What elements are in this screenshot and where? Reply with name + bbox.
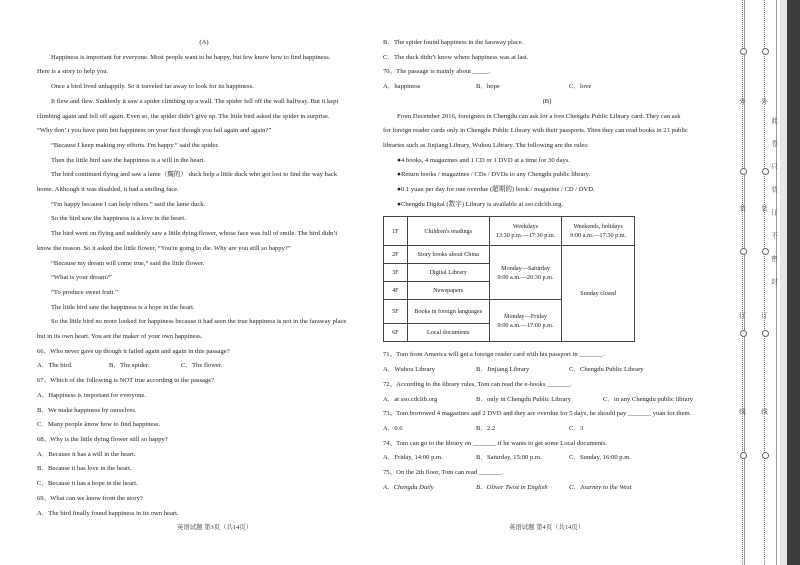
option-71-c[interactable]: C．Chengdu Public Library [569, 366, 644, 374]
mon-fri-label: Monday—Friday [504, 312, 547, 320]
option-69-c[interactable]: C．The duck didn’t know where happiness was at last. [383, 53, 529, 61]
binding-strip [732, 0, 800, 565]
passage-b-title: (B) [542, 97, 552, 105]
option-74-c[interactable]: C．Sunday, 16:00 p.m. [569, 454, 632, 462]
question-70-options [383, 80, 711, 95]
passage-line: “Why don’ t you have pain but happiness on your face though you fail again and again?” [37, 127, 272, 135]
rule-item: ●0.1 yuan per day for one overdue (超期的) book / magazine / CD / DVD. [397, 186, 595, 194]
option-69-b[interactable]: B．The spider found happiness in the faraway place. [383, 39, 524, 46]
question-66-options [37, 359, 371, 374]
question-75-options [383, 481, 711, 496]
binding-dark-band [787, 0, 800, 565]
table-cell-floor: 4F [384, 282, 408, 300]
library-schedule-table [383, 216, 635, 342]
option-71-b[interactable]: B．Jinjiang Library [476, 366, 530, 374]
binding-hole [762, 452, 769, 459]
passage-line: Happiness is important for everyone. Most people want to be happy, but few know how to find happiness. [51, 53, 331, 61]
passage-line: but in its own heart. You are the maker of your own happiness. [37, 333, 203, 341]
option-66-b[interactable]: B．The spider. [109, 362, 150, 370]
passage-line: The bird went on flying and suddenly saw a little dying flower, whose face was full of smile. The bird didn’t [51, 230, 338, 238]
rule-item: ●Return books / magazines / CDs / DVDs to any Chengdu public library. [397, 171, 591, 179]
passage-line: Once a bird lived unhappily. So it traveled far away to look for its happiness. [51, 83, 254, 91]
passage-line: “To produce sweet fruit.” [51, 288, 118, 296]
rule-item: ●Chengdu Digital (数字) Library is available at sso.cdclib.org. [397, 200, 564, 208]
binding-mark: 装 [738, 205, 745, 212]
binding-label: 不 [770, 232, 777, 239]
question-69: 69、What can we know from the story? [37, 494, 143, 502]
question-71-options [383, 363, 711, 378]
option-75-a[interactable]: A．Chengdu Daily [383, 483, 434, 491]
mon-sat-time: 9:00 a.m.—20:30 p.m. [497, 273, 554, 281]
option-73-c[interactable]: C．3 [569, 424, 584, 432]
passage-line: Then the little bird saw the happiness is a will in the heart. [51, 156, 206, 164]
binding-line [744, 0, 745, 565]
option-72-a[interactable]: A．at sso.cdclib.org [383, 395, 438, 403]
table-cell-mon-fri [489, 300, 562, 342]
mon-sat-label: Monday—Saturday [501, 264, 550, 272]
option-67-b[interactable]: B．We make happiness by ourselves. [37, 406, 137, 414]
option-75-b[interactable]: B．Oliver Twist in English [476, 483, 548, 491]
binding-mark: 订 [738, 312, 745, 319]
passage-line: for foreign reader cards only in Chengdu Public Library with their passports. Then they can read books in 21 public [383, 127, 688, 135]
weekdays-label: Weekdays [512, 223, 539, 231]
cut-line-inner [764, 0, 765, 565]
table-cell-floor: 2F [384, 246, 408, 264]
question-67: 67、Which of the following is NOT true according to the passage? [37, 377, 215, 385]
binding-hole [740, 48, 747, 55]
passage-line: From December 2016, foreigners in Chengdu can ask for a free Chengdu Public Library card. They can ask [397, 112, 681, 120]
page-footer-right: 英语试题 第4页（共14页） [509, 524, 585, 531]
option-67-a[interactable]: A．Happiness is important for everyone. [37, 391, 146, 399]
option-66-a[interactable]: A．The bird. [37, 362, 73, 370]
option-69-a[interactable]: A．The bird finally found happiness in its own heart. [37, 509, 179, 517]
table-cell-floor: 3F [384, 264, 408, 282]
binding-mark: 线 [760, 408, 767, 415]
option-75-c[interactable]: C．Journey to the West [569, 483, 632, 491]
option-66-c[interactable]: C．The flower. [181, 362, 223, 370]
table-cell-floor: 5F [384, 300, 408, 324]
table-cell-content: Children's readings [407, 217, 489, 246]
binding-label: 此 [770, 117, 777, 124]
table-cell-floor: 1F [384, 217, 408, 246]
table-cell-content: Digital Library [407, 264, 489, 282]
binding-hole [740, 168, 747, 175]
passage-line: know the reason. So it asked the little flower, “You're going to die. Why are you still so happy?” [37, 244, 291, 252]
passage-line: The bird continued flying and saw a lame（瘸的） duck help a little duck who got lost to find the way back [51, 171, 338, 179]
binding-hole [740, 330, 747, 337]
table-cell-content: Story books about China [407, 246, 489, 264]
binding-hole [762, 248, 769, 255]
question-68: 68、Why is the little dying flower still so happy? [37, 435, 168, 443]
table-cell-mon-sat [489, 246, 562, 300]
table-cell-sunday: Sunday closed [562, 246, 635, 342]
question-75: 75、On the 2th floor, Tom can read _______. [383, 469, 504, 477]
binding-label: 订 [770, 209, 777, 216]
binding-hole [762, 48, 769, 55]
passage-line: “Because my dream will come true,” said the little flower. [51, 259, 205, 267]
left-page [37, 36, 371, 521]
option-70-a[interactable]: A．happiness [383, 83, 421, 91]
option-74-a[interactable]: A．Friday, 14:00 p.m. [383, 454, 443, 462]
option-73-a[interactable]: A．0.6 [383, 424, 403, 432]
binding-shade [780, 0, 787, 565]
passage-line: The little bird saw the happiness is a hope in the heart. [51, 303, 195, 311]
table-cell-content: Local documents [407, 324, 489, 342]
binding-mark: 装 [760, 205, 767, 212]
right-page [383, 36, 711, 495]
option-70-c[interactable]: C．love [569, 83, 592, 91]
weekdays-time: 13:30 p.m.—17:30 p.m. [495, 232, 556, 240]
binding-mark: 线 [738, 408, 745, 415]
question-73-options [383, 422, 711, 437]
binding-mark: 外 [760, 98, 767, 105]
binding-hole [740, 248, 747, 255]
option-73-b[interactable]: B．2.2 [476, 424, 496, 432]
passage-line: So the bird saw the happiness is a love in the heart. [51, 215, 186, 223]
binding-hole [762, 330, 769, 337]
passage-line: home. Although it was disabled, it had a smiling face. [37, 186, 179, 194]
binding-label: 装 [770, 186, 777, 193]
table-cell-content: Books in foreign languages [407, 300, 489, 324]
table-cell-content: Newspapers [407, 282, 489, 300]
question-72-options [383, 393, 711, 408]
binding-label: 只 [770, 163, 777, 170]
question-71: 71、Tom from America will get a foreign reader card with his passport in _______. [383, 351, 605, 359]
binding-label: 卷 [770, 140, 777, 147]
binding-hole [740, 452, 747, 459]
mon-fri-time: 9:00 a.m.—17:00 p.m. [497, 321, 554, 329]
passage-line: climbing again and fell off again. Even so, the spider didn’t give up. The little bird asked the spider in surprise. [37, 112, 330, 120]
table-cell-weekdays [489, 217, 562, 246]
passage-line: So the little bird no more looked for happiness because it had seen the true happiness is not in the faraway place [51, 318, 347, 326]
binding-label: 密 [770, 255, 777, 262]
option-72-c[interactable]: C．in any Chengdu public library [603, 395, 694, 403]
page-footer-left: 英语试题 第3页（共14页） [177, 524, 253, 531]
passage-line: “Because I keep making my efforts. I'm happy.” said the spider. [51, 141, 219, 149]
passage-line: Here is a story to help you. [37, 68, 109, 76]
question-72: 72、According to the library rules, Tom can read the e-books _______. [383, 380, 572, 388]
option-68-a[interactable]: A．Because it has a will in the heart. [37, 450, 136, 458]
question-73: 73、Tom borrowed 4 magazines and 2 DVD and they are overdue for 5 days, he should pay _______ yuan for them. [383, 410, 692, 418]
passage-line: It flew and flew. Suddenly it saw a spider climbing up a wall. The spider fell off the wall halfway. But it kept [51, 97, 339, 105]
table-cell-weekends [562, 217, 635, 246]
option-74-b[interactable]: B．Saturday, 15:00 p.m. [476, 454, 542, 462]
option-67-c[interactable]: C．Many people know how to find happiness. [37, 421, 161, 429]
question-66: 66、Who never gave up though it failed again and again in this passage? [37, 347, 230, 355]
passage-line: “What is your dream?” [51, 274, 112, 282]
option-68-b[interactable]: B．Because it has love in the heart. [37, 465, 132, 473]
question-70: 70、The passage is mainly about _____. [383, 68, 491, 76]
binding-label: 封 [770, 278, 777, 285]
passage-a-title: (A) [199, 39, 209, 46]
binding-mark: 外 [738, 98, 745, 105]
binding-hole [762, 168, 769, 175]
weekends-time: 9:00 a.m.—17:30 p.m. [570, 232, 627, 240]
option-70-b[interactable]: B．hope [476, 83, 500, 91]
option-72-b[interactable]: B．only in Chengdu Public Library [476, 395, 571, 403]
question-74: 74、Tom can go to the library on _______ if he wants to get some Local documents. [383, 439, 608, 447]
passage-line: libraries such as Jinjiang Library, Wuhou Library. The following are the rules: [383, 141, 589, 149]
cut-line-outer [742, 0, 743, 565]
question-74-options [383, 451, 711, 466]
rule-item: ●4 books, 4 magazines and 1 CD or 1 DVD at a time for 30 days. [397, 156, 571, 164]
binding-mark: 订 [760, 312, 767, 319]
table-cell-floor: 6F [384, 324, 408, 342]
option-68-c[interactable]: C．Because it has a hope in the heart. [37, 480, 138, 488]
weekends-label: Weekends, holidays [573, 223, 623, 231]
option-71-a[interactable]: A．Wuhou Library [383, 366, 435, 374]
passage-line: “I'm happy because I can help others.” said the lame duck. [51, 200, 206, 208]
